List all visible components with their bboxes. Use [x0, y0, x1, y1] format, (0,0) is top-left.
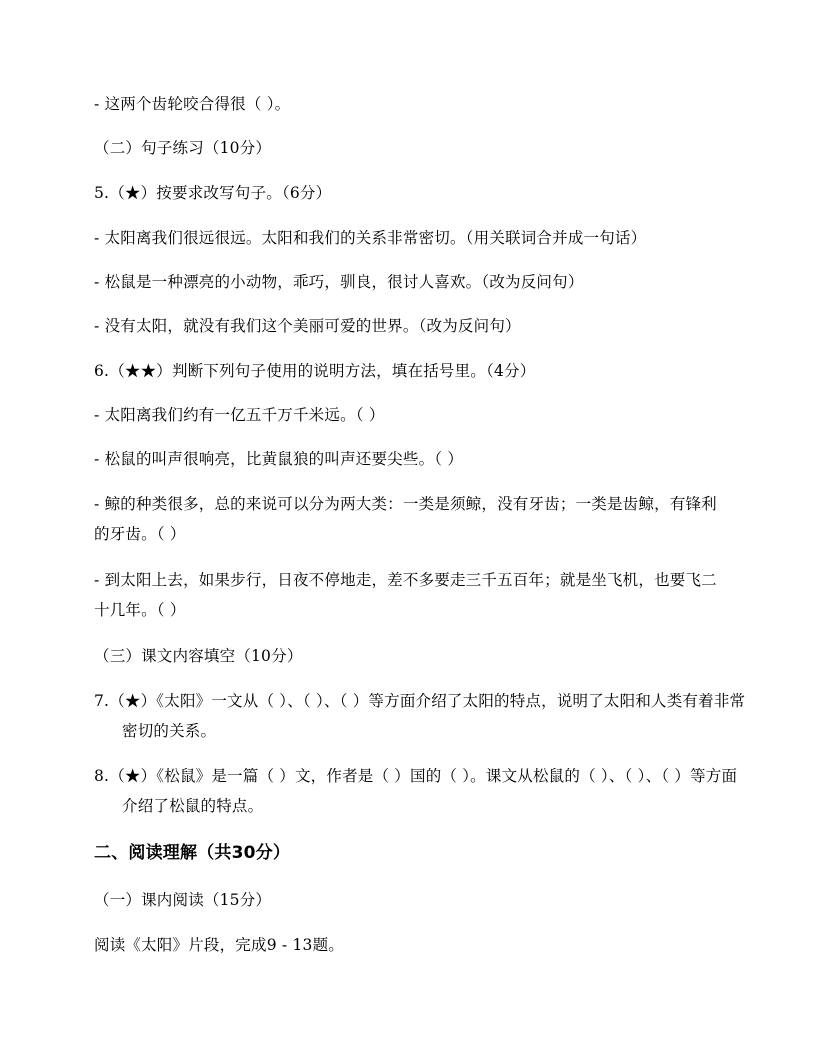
question-6-item-1: - 太阳离我们约有一亿五千万千米远。（ ）	[94, 406, 385, 424]
fill-item-gear: - 这两个齿轮咬合得很（ ）。	[94, 95, 291, 113]
question-6-item-3: - 鲸的种类很多，总的来说可以分为两大类：一类是须鲸，没有牙齿；一类是齿鲸，有锋利的牙齿。（ ）	[94, 495, 717, 543]
question-7: 7.（★）《太阳》一文从（ ）、（ ）、（ ）等方面介绍了太阳的特点，说明了太阳和人类有着非常密切的关系。	[94, 692, 746, 740]
question-6-item-2: - 松鼠的叫声很响亮，比黄鼠狼的叫声还要尖些。（ ）	[94, 450, 464, 468]
question-5: 5.（★）按要求改写句子。（6分）	[94, 184, 332, 202]
reading-instruction: 阅读《太阳》片段，完成9 - 13题。	[94, 936, 344, 954]
section-heading-in-class-reading: （一）课内阅读（15分）	[94, 891, 272, 909]
section-title-reading: 二、阅读理解（共30分）	[94, 843, 291, 863]
section-heading-sentence-practice: （二）句子练习（10分）	[94, 139, 272, 157]
question-5-item-2: - 松鼠是一种漂亮的小动物，乖巧，驯良，很讨人喜欢。（改为反问句）	[94, 273, 584, 291]
question-5-item-3: - 没有太阳，就没有我们这个美丽可爱的世界。（改为反问句）	[94, 317, 521, 335]
question-6-item-4: - 到太阳上去，如果步行，日夜不停地走，差不多要走三千五百年；就是坐飞机，也要飞二十几年。（ ）	[94, 571, 717, 619]
question-5-item-1: - 太阳离我们很远很远。太阳和我们的关系非常密切。（用关联词合并成一句话）	[94, 229, 647, 247]
question-8: 8.（★）《松鼠》是一篇（ ）文，作者是（ ）国的（ ）。课文从松鼠的（ ）、（ ）、（ ）等方面介绍了松鼠的特点。	[94, 767, 738, 815]
question-6: 6.（★★）判断下列句子使用的说明方法，填在括号里。（4分）	[94, 362, 536, 380]
section-heading-text-fill: （三）课文内容填空（10分）	[94, 647, 303, 665]
